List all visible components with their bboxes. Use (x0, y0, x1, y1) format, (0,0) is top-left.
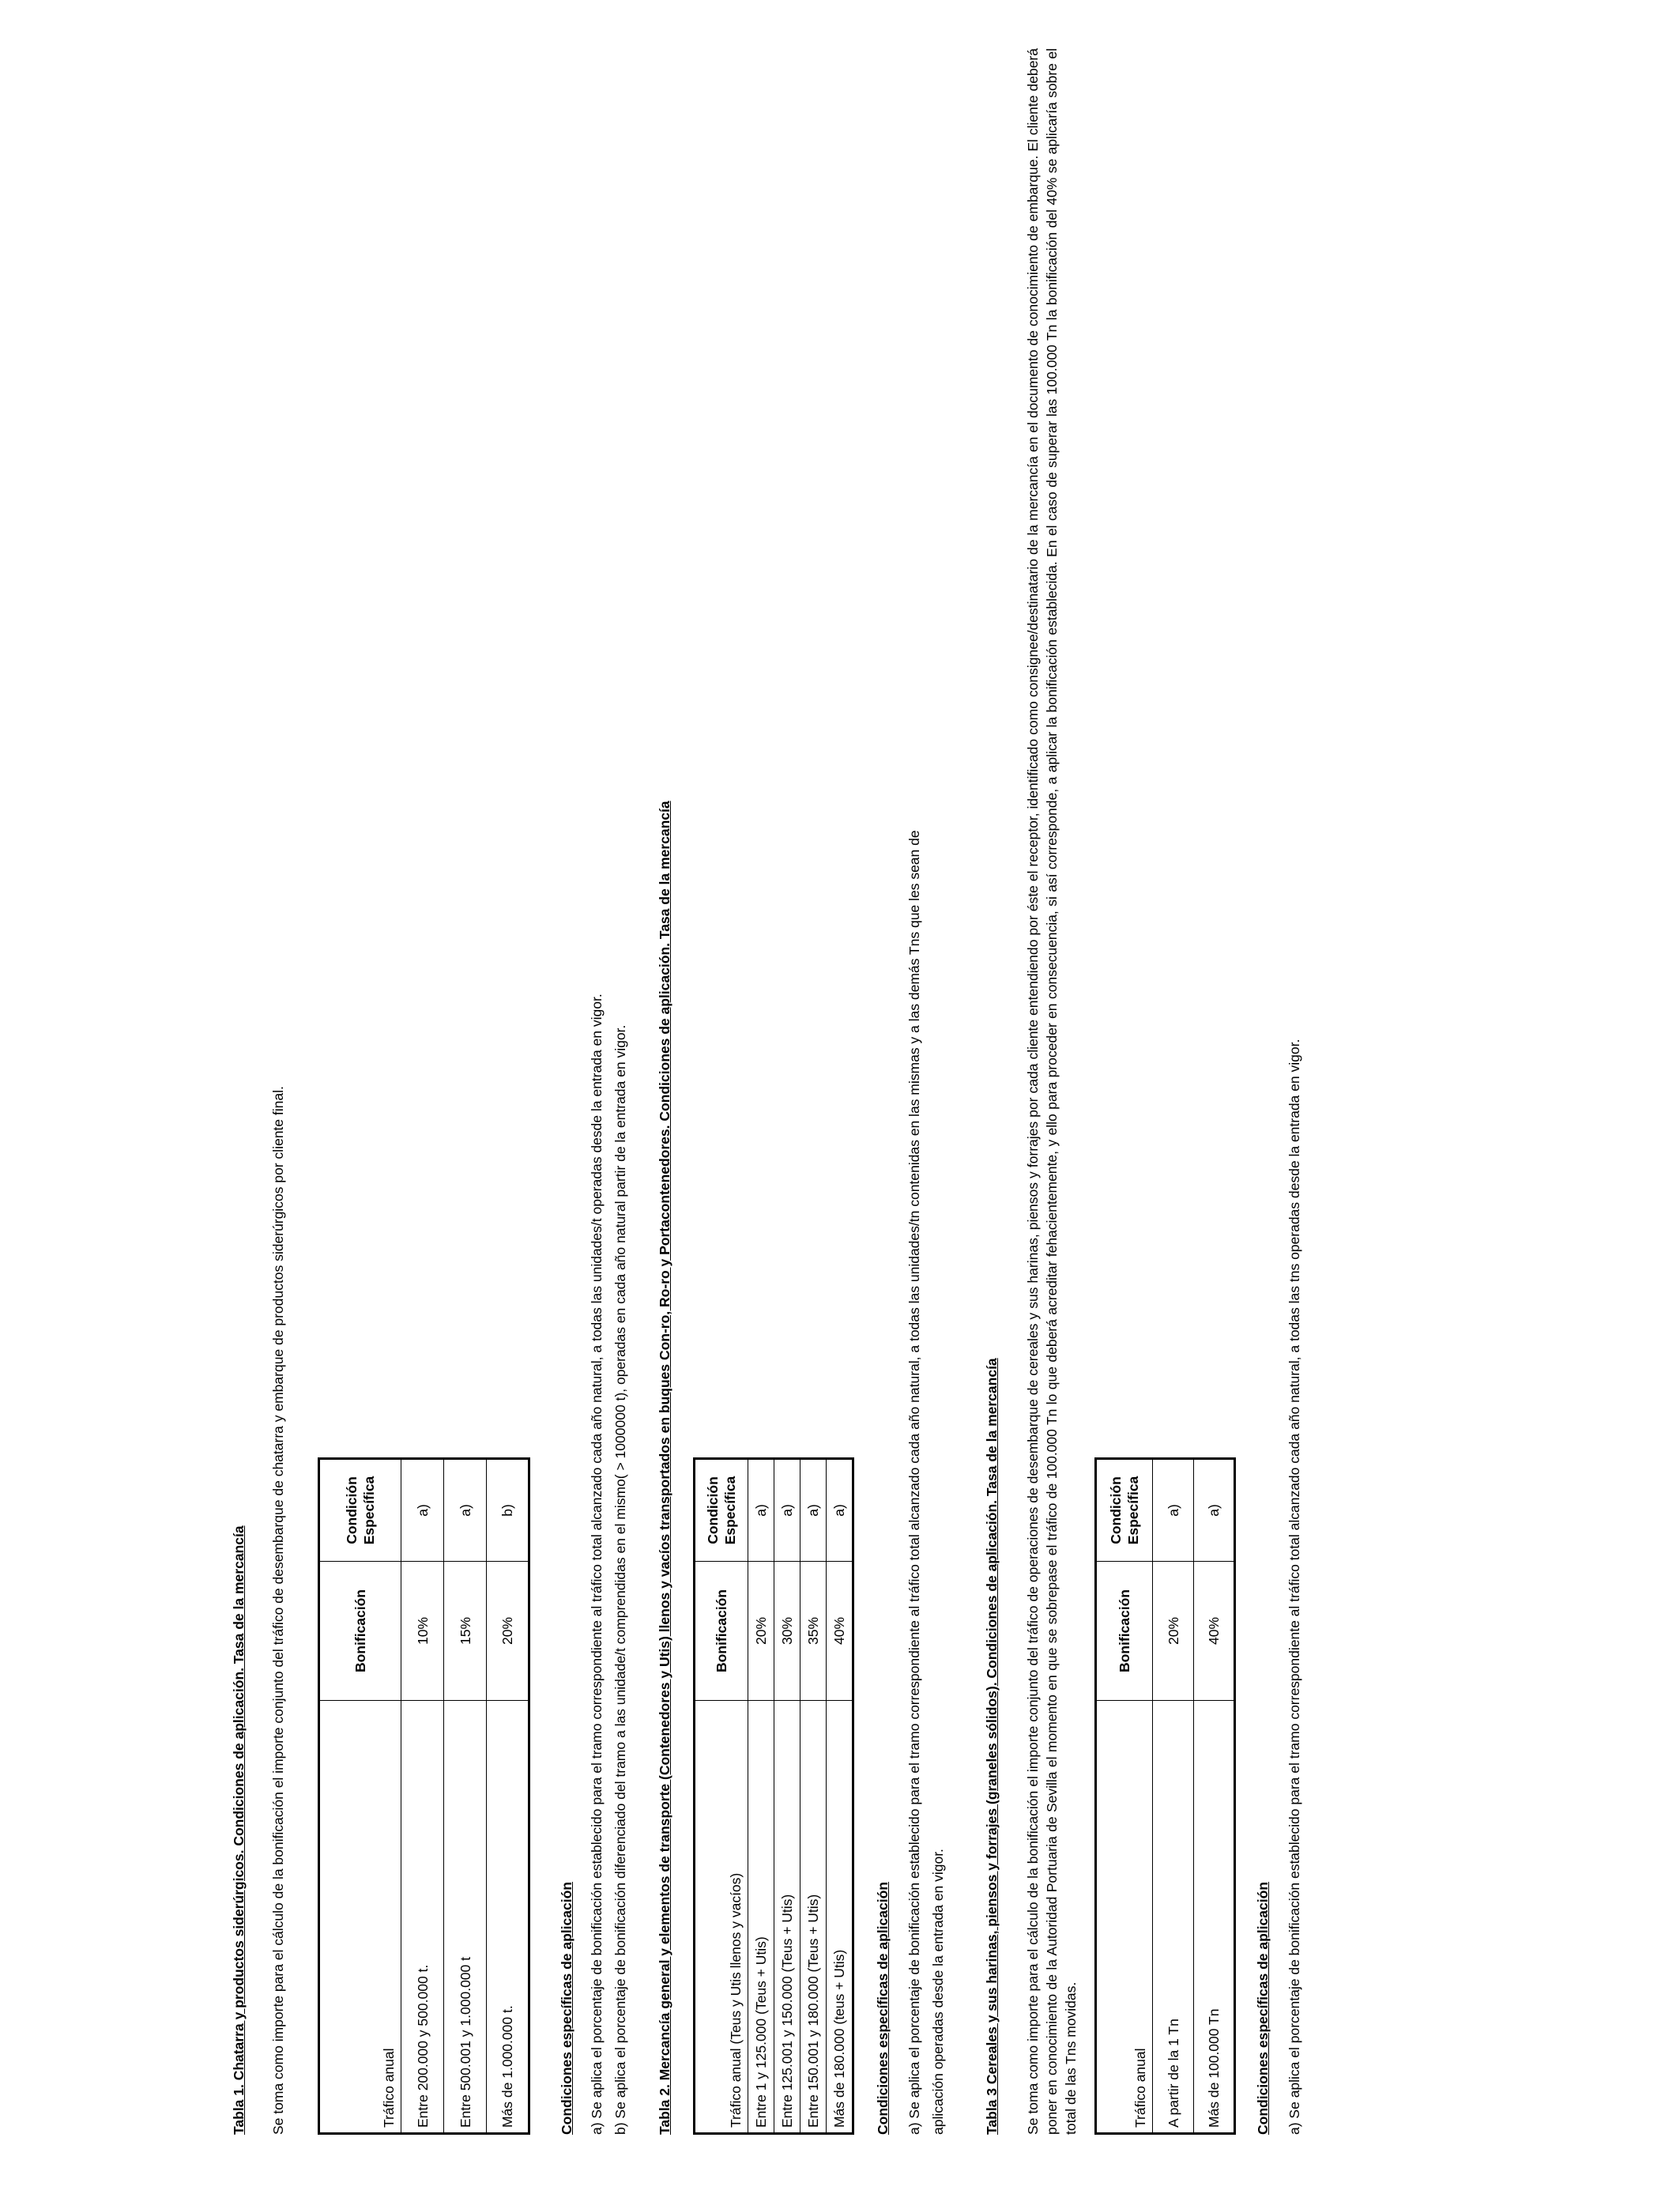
header-trafico: Tráfico anual (319, 1701, 401, 2134)
table2-conditions-list (905, 48, 947, 2135)
table3 (1094, 1457, 1236, 2135)
table3-condition-a: a) Se aplica el porcentaje de bonificación establecido para el tramo correspondiente al tráfico total alcanzado cada año natural, a todas las tns operadas desde la entrada en vigor. (1286, 1039, 1302, 2135)
table1-conditions-title: Condiciones específicas de aplicación (559, 1882, 574, 2135)
header-bonificacion: Bonificación (1096, 1562, 1153, 1701)
table-header-row (695, 1459, 748, 2134)
cell-bonificacion: 35% (800, 1562, 827, 1701)
cell-condicion: a) (401, 1459, 444, 1562)
cell-trafico: Entre 200.000 y 500.000 t. (401, 1701, 444, 2134)
header-trafico: Tráfico anual (1096, 1701, 1153, 2134)
cell-condicion: a) (1153, 1459, 1194, 1562)
header-condicion (1096, 1459, 1153, 1562)
table3-heading: Tabla 3 Cereales y sus harinas, piensos y forrajes (graneles sólidos). Condiciones de aplicación. Tasa de la mercancía (984, 1358, 1000, 2135)
table3-conditions-list (1285, 48, 1304, 2135)
table-row (827, 1459, 853, 2134)
table-header-row (319, 1459, 401, 2134)
header-condicion-line2: Específica (722, 1476, 738, 1545)
cell-bonificacion: 20% (487, 1562, 529, 1701)
cell-trafico: Más de 100.000 Tn (1194, 1701, 1235, 2134)
table1-heading: Tabla 1. Chatarra y productos siderúrgicos. Condiciones de aplicación. Tasa de la mercancía (231, 1525, 247, 2135)
table-row (444, 1459, 487, 2134)
cell-bonificacion: 20% (1153, 1562, 1194, 1701)
table3-intro: Se toma como importe para el cálculo de la bonificación el importe conjunto del tráfico de operaciones de desembarque de cereales y sus harinas, piensos y forrajes por cada cliente entendiendo por éste el receptor, identificado como consignee/destinatario de la mercancía en el documento de conocimiento de embarque. El cliente deberá poner en conocimiento de la Autoridad Portuaria de Sevilla el momento en que se sobrepase el tráfico de 100.000 Tn lo que deberá acreditar fehacientemente, y ello para proceder en consecuencia, si así corresponde, a aplicar la bonificación establecida. En el caso de superar las 100.000 Tn la bonificación del 40% se aplicaría sobre el total de las Tns movidas. (1025, 48, 1079, 2135)
table2-conditions-title: Condiciones específicas de aplicación (875, 1882, 891, 2135)
header-condicion-line1: Condición (1108, 1476, 1124, 1544)
cell-trafico: Entre 125.001 y 150.000 (Teus + Utis) (774, 1701, 800, 2134)
cell-trafico: A partir de la 1 Tn (1153, 1701, 1194, 2134)
cell-bonificacion: 10% (401, 1562, 444, 1701)
table1-conditions-list (587, 48, 630, 2135)
cell-trafico: Más de 1.000.000 t. (487, 1701, 529, 2134)
cell-bonificacion: 40% (1194, 1562, 1235, 1701)
header-condicion-line2: Específica (361, 1476, 377, 1545)
table3-wrapper (1094, 48, 1236, 2135)
header-condicion (319, 1459, 401, 1562)
cell-condicion: b) (487, 1459, 529, 1562)
cell-condicion: a) (800, 1459, 827, 1562)
table-row (748, 1459, 774, 2134)
table2-condition-a-line2: aplicación operadas desde la entrada en vigor. (930, 1849, 946, 2135)
table1 (318, 1457, 530, 2135)
header-bonificacion: Bonificación (695, 1562, 748, 1701)
cell-trafico: Entre 500.001 y 1.000.000 t (444, 1701, 487, 2134)
table2-heading: Tabla 2. Mercancía general y elementos de transporte (Contenedores y Utis) llenos y vacíos transportados en buques Con-ro, Ro-ro y Portacontenedores. Condiciones de aplicación. Tasa de la mercancía (657, 801, 672, 2135)
cell-condicion: a) (1194, 1459, 1235, 1562)
header-trafico: Tráfico anual (Teus y Utis llenos y vacíos) (695, 1701, 748, 2134)
table3-conditions-title: Condiciones específicas de aplicación (1255, 1882, 1271, 2135)
cell-condicion: a) (827, 1459, 853, 1562)
cell-bonificacion: 20% (748, 1562, 774, 1701)
cell-trafico: Entre 1 y 125.000 (Teus + Utis) (748, 1701, 774, 2134)
table-row (487, 1459, 529, 2134)
cell-trafico: Entre 150.001 y 180.000 (Teus + Utis) (800, 1701, 827, 2134)
table-row (401, 1459, 444, 2134)
table-row (774, 1459, 800, 2134)
table-row (1153, 1459, 1194, 2134)
cell-condicion: a) (748, 1459, 774, 1562)
cell-bonificacion: 40% (827, 1562, 853, 1701)
table2-condition-a-line1: a) Se aplica el porcentaje de bonificación establecido para el tramo correspondiente al tráfico total alcanzado cada año natural, a todas las unidades/tn contenidas en las mismas y a las demás Tns que les sean de (906, 830, 922, 2135)
header-condicion-line1: Condición (705, 1476, 721, 1544)
header-condicion (695, 1459, 748, 1562)
table-row (800, 1459, 827, 2134)
table1-condition-a: a) Se aplica el porcentaje de bonificación establecido para el tramo correspondiente al tráfico total alcanzado cada año natural, a todas las unidades/t operadas desde la entrada en vigor. (589, 993, 605, 2135)
table-row (1194, 1459, 1235, 2134)
table1-wrapper (318, 48, 530, 2135)
cell-bonificacion: 15% (444, 1562, 487, 1701)
header-condicion-line1: Condición (344, 1476, 360, 1544)
table1-condition-b: b) Se aplica el porcentaje de bonificación diferenciado del tramo a las unidade/t comprendidas en el mismo( > 1000000 t), operadas en cada año natural partir de la entrada en vigor. (612, 1024, 628, 2135)
document-content (229, 48, 1304, 2135)
table2-wrapper (693, 48, 854, 2135)
table1-intro: Se toma como importe para el cálculo de la bonificación el importe conjunto del tráfico de desembarque de chatarra y embarque de productos siderúrgicos por cliente final. (270, 1086, 286, 2135)
cell-condicion: a) (774, 1459, 800, 1562)
cell-trafico: Más de 180.000 (teus + Utis) (827, 1701, 853, 2134)
table-header-row (1096, 1459, 1153, 2134)
header-bonificacion: Bonificación (319, 1562, 401, 1701)
table2 (693, 1457, 854, 2135)
header-condicion-line2: Específica (1125, 1476, 1141, 1545)
cell-condicion: a) (444, 1459, 487, 1562)
cell-bonificacion: 30% (774, 1562, 800, 1701)
